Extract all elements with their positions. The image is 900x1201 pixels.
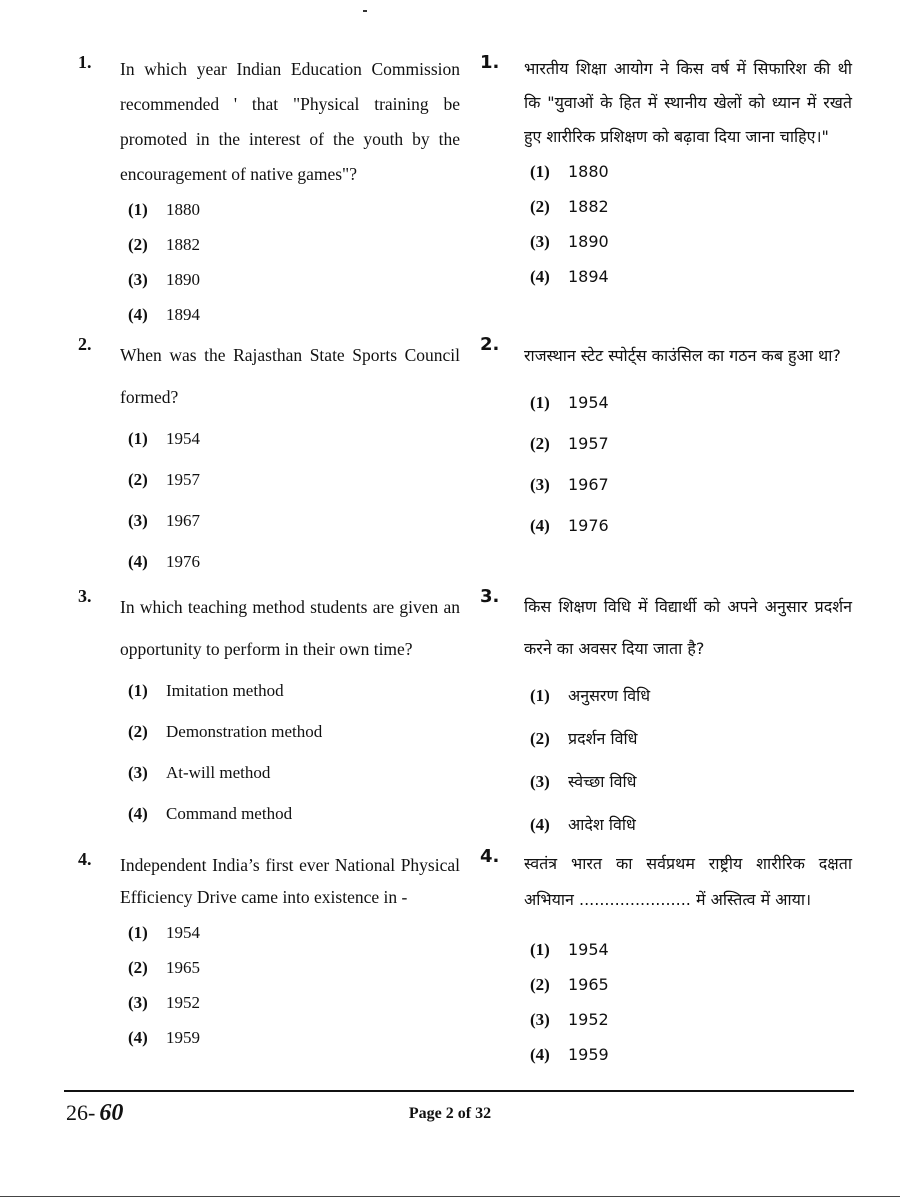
option-number: (1) bbox=[128, 681, 148, 700]
option-2[interactable] bbox=[128, 711, 460, 752]
question-number: 1. bbox=[480, 52, 500, 73]
option-3[interactable] bbox=[128, 752, 460, 793]
option-2[interactable] bbox=[128, 950, 460, 985]
option-number: (2) bbox=[530, 975, 550, 994]
option-2[interactable] bbox=[530, 717, 852, 760]
option-text: 1890 bbox=[166, 270, 200, 289]
question-4-hi bbox=[480, 846, 852, 1072]
options-list bbox=[128, 418, 460, 582]
option-4[interactable] bbox=[128, 1020, 460, 1055]
option-text: 1965 bbox=[166, 958, 200, 977]
option-2[interactable] bbox=[530, 189, 852, 224]
option-text: 1882 bbox=[166, 235, 200, 254]
option-number: (1) bbox=[530, 686, 550, 705]
option-number: (1) bbox=[530, 162, 550, 181]
option-number: (2) bbox=[128, 470, 148, 489]
option-text: Command method bbox=[166, 804, 293, 823]
option-3[interactable] bbox=[530, 464, 852, 505]
option-2[interactable] bbox=[530, 423, 852, 464]
option-number: (4) bbox=[530, 267, 550, 286]
option-text: 1959 bbox=[568, 1045, 609, 1064]
option-number: (4) bbox=[128, 552, 148, 571]
question-text: राजस्थान स्टेट स्पोर्ट्स काउंसिल का गठन कब हुआ था? bbox=[524, 346, 841, 365]
option-4[interactable] bbox=[530, 505, 852, 546]
option-3[interactable] bbox=[530, 224, 852, 259]
question-number: 4. bbox=[78, 849, 92, 869]
option-4[interactable] bbox=[128, 541, 460, 582]
options-list bbox=[530, 674, 852, 846]
option-number: (3) bbox=[128, 993, 148, 1012]
option-1[interactable] bbox=[530, 932, 852, 967]
question-3-hi bbox=[480, 586, 852, 846]
option-text: 1957 bbox=[568, 434, 609, 453]
option-number: (4) bbox=[530, 516, 550, 535]
option-number: (4) bbox=[530, 1045, 550, 1064]
option-text: 1959 bbox=[166, 1028, 200, 1047]
options-list bbox=[128, 915, 460, 1055]
option-text: आदेश विधि bbox=[568, 815, 636, 834]
option-1[interactable] bbox=[530, 382, 852, 423]
question-text: किस शिक्षण विधि में विद्यार्थी को अपने अनुसार प्रदर्शन करने का अवसर दिया जाता है? bbox=[524, 597, 852, 658]
options-list bbox=[530, 154, 852, 294]
option-4[interactable] bbox=[530, 259, 852, 294]
option-number: (2) bbox=[128, 958, 148, 977]
option-text: 1880 bbox=[166, 200, 200, 219]
option-text: Demonstration method bbox=[166, 722, 323, 741]
option-text: 1894 bbox=[568, 267, 609, 286]
footer-divider bbox=[64, 1090, 854, 1092]
option-number: (3) bbox=[128, 763, 148, 782]
question-text: भारतीय शिक्षा आयोग ने किस वर्ष में सिफारिश की थी कि "युवाओं के हित में स्थानीय खेलों को ध्यान में रखते हुए शारीरिक प्रशिक्षण को बढ़ावा दिया जाना चाहिए।" bbox=[524, 59, 852, 146]
option-4[interactable] bbox=[128, 793, 460, 834]
question-number: 3. bbox=[78, 586, 92, 606]
option-number: (2) bbox=[530, 729, 550, 748]
booklet-code-text: 26- bbox=[66, 1100, 96, 1125]
question-text: Independent India’s first ever National Physical Efficiency Drive came into existence in - bbox=[120, 855, 460, 907]
option-number: (2) bbox=[128, 235, 148, 254]
question-text: स्वतंत्र भारत का सर्वप्रथम राष्ट्रीय शारीरिक दक्षता अभियान ...................... में अस्तित्व में आया। bbox=[524, 854, 852, 909]
options-list bbox=[128, 670, 460, 834]
option-number: (3) bbox=[530, 232, 550, 251]
option-number: (1) bbox=[530, 940, 550, 959]
option-number: (2) bbox=[530, 197, 550, 216]
option-4[interactable] bbox=[530, 1037, 852, 1072]
option-number: (4) bbox=[530, 815, 550, 834]
option-number: (3) bbox=[128, 511, 148, 530]
question-4-en bbox=[78, 849, 460, 1055]
option-text: 1890 bbox=[568, 232, 609, 251]
option-text: At-will method bbox=[166, 763, 271, 782]
option-2[interactable] bbox=[128, 227, 460, 262]
option-number: (4) bbox=[128, 804, 148, 823]
question-number: 3. bbox=[480, 586, 500, 607]
option-text: प्रदर्शन विधि bbox=[568, 729, 638, 748]
option-3[interactable] bbox=[128, 985, 460, 1020]
option-3[interactable] bbox=[128, 500, 460, 541]
option-2[interactable] bbox=[128, 459, 460, 500]
option-text: Imitation method bbox=[166, 681, 284, 700]
question-number: 4. bbox=[480, 846, 500, 867]
question-text: When was the Rajasthan State Sports Council formed? bbox=[120, 345, 460, 407]
option-4[interactable] bbox=[530, 803, 852, 846]
question-1-en bbox=[78, 52, 460, 332]
option-3[interactable] bbox=[530, 1002, 852, 1037]
option-4[interactable] bbox=[128, 297, 460, 332]
option-text: 1880 bbox=[568, 162, 609, 181]
handwritten-mark: 60 bbox=[99, 1100, 124, 1126]
scan-speck bbox=[363, 10, 367, 12]
question-number: 1. bbox=[78, 52, 92, 72]
option-1[interactable] bbox=[128, 670, 460, 711]
option-3[interactable] bbox=[128, 262, 460, 297]
options-list bbox=[128, 192, 460, 332]
option-text: स्वेच्छा विधि bbox=[568, 772, 637, 791]
option-text: 1965 bbox=[568, 975, 609, 994]
option-number: (4) bbox=[128, 305, 148, 324]
option-text: 1967 bbox=[568, 475, 609, 494]
bottom-border bbox=[0, 1196, 900, 1197]
options-list bbox=[530, 932, 852, 1072]
option-number: (2) bbox=[128, 722, 148, 741]
question-number: 2. bbox=[480, 334, 500, 355]
options-list bbox=[530, 382, 852, 546]
question-2-en bbox=[78, 334, 460, 582]
option-number: (1) bbox=[530, 393, 550, 412]
option-text: 1954 bbox=[166, 923, 200, 942]
option-2[interactable] bbox=[530, 967, 852, 1002]
question-3-en bbox=[78, 586, 460, 834]
option-text: 1976 bbox=[166, 552, 200, 571]
option-1[interactable] bbox=[128, 915, 460, 950]
option-1[interactable] bbox=[128, 192, 460, 227]
option-text: 1954 bbox=[568, 393, 609, 412]
option-number: (2) bbox=[530, 434, 550, 453]
option-text: 1894 bbox=[166, 305, 200, 324]
question-text: In which teaching method students are given an opportunity to perform in their own time? bbox=[120, 597, 460, 659]
option-3[interactable] bbox=[530, 760, 852, 803]
option-text: अनुसरण विधि bbox=[568, 686, 651, 705]
option-text: 1976 bbox=[568, 516, 609, 535]
option-text: 1952 bbox=[568, 1010, 609, 1029]
question-1-hi bbox=[480, 52, 852, 294]
option-text: 1957 bbox=[166, 470, 200, 489]
option-number: (1) bbox=[128, 429, 148, 448]
option-text: 1882 bbox=[568, 197, 609, 216]
option-number: (3) bbox=[530, 475, 550, 494]
option-text: 1952 bbox=[166, 993, 200, 1012]
option-text: 1967 bbox=[166, 511, 200, 530]
option-number: (3) bbox=[128, 270, 148, 289]
question-2-hi bbox=[480, 334, 852, 546]
option-1[interactable] bbox=[128, 418, 460, 459]
option-number: (4) bbox=[128, 1028, 148, 1047]
option-1[interactable] bbox=[530, 674, 852, 717]
question-number: 2. bbox=[78, 334, 92, 354]
option-number: (1) bbox=[128, 200, 148, 219]
option-number: (3) bbox=[530, 772, 550, 791]
page-number: Page 2 of 32 bbox=[408, 1105, 492, 1122]
option-text: 1954 bbox=[568, 940, 609, 959]
option-text: 1954 bbox=[166, 429, 200, 448]
option-number: (1) bbox=[128, 923, 148, 942]
option-1[interactable] bbox=[530, 154, 852, 189]
option-number: (3) bbox=[530, 1010, 550, 1029]
question-text: In which year Indian Education Commission recommended ' that "Physical training be promoted in the interest of the youth by the encouragement of native games"? bbox=[120, 59, 460, 184]
